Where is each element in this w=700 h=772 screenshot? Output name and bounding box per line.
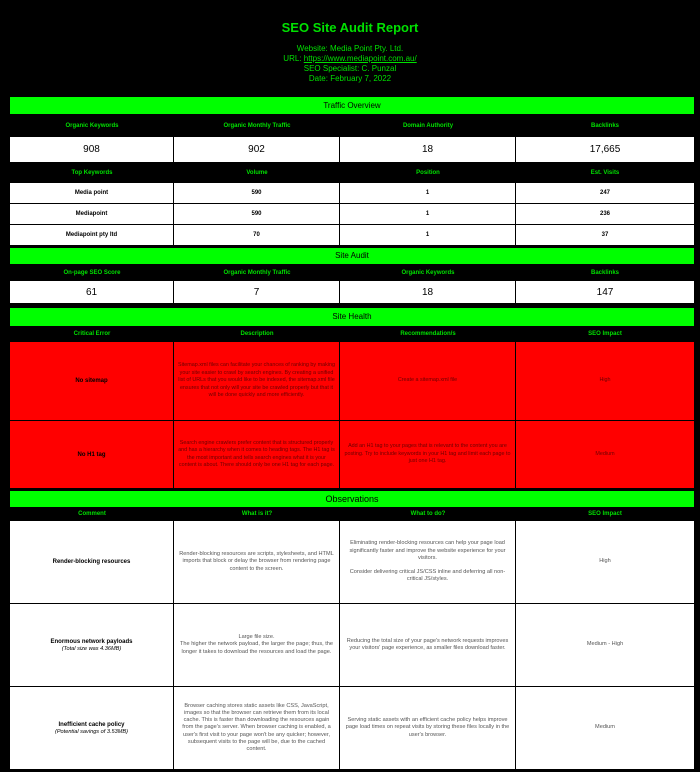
what-text-2: The higher the network payload, the larger the page; thus, the longer it takes to download the resources and load the page. bbox=[180, 641, 333, 655]
header-organic-monthly-traffic: Organic Monthly Traffic bbox=[223, 269, 291, 276]
observation-impact: Medium bbox=[516, 687, 694, 769]
observation-impact: Medium - High bbox=[516, 604, 694, 686]
health-row bbox=[10, 421, 694, 488]
keyword-name: Media point bbox=[10, 183, 174, 203]
site-audit-headers bbox=[10, 264, 694, 281]
keyword-visits: 247 bbox=[516, 183, 694, 203]
header-what-to-do: What to do? bbox=[410, 511, 446, 517]
keyword-visits: 37 bbox=[516, 225, 694, 245]
header-backlinks: Backlinks bbox=[590, 123, 620, 129]
what-text: Large file size. bbox=[238, 634, 275, 641]
url-line bbox=[0, 54, 700, 64]
site-health-headers bbox=[10, 326, 694, 342]
observation-row bbox=[10, 687, 694, 769]
todo-text-2: Consider delivering critical JS/CSS inline and deferring all non-critical JS/styles. bbox=[349, 569, 506, 583]
comment-title: Enormous network payloads bbox=[50, 638, 133, 645]
error-impact: Medium bbox=[516, 421, 694, 488]
url-label: URL: bbox=[283, 54, 304, 63]
header-organic-keywords: Organic Keywords bbox=[401, 269, 455, 276]
value-organic-keywords: 18 bbox=[340, 281, 516, 303]
critical-error: No sitemap bbox=[10, 342, 174, 420]
comment-title: Inefficient cache policy bbox=[58, 721, 125, 728]
traffic-metric-values bbox=[10, 137, 694, 162]
header-top-keywords: Top Keywords bbox=[71, 170, 113, 176]
section-observations: Observations bbox=[10, 491, 694, 507]
traffic-metric-headers bbox=[10, 116, 694, 136]
error-description: Sitemap.xml files can facilitate your chances of ranking by making your site easier to crawl by search engines. By creating a unified list of URLs that you would like to be indexed, the sitemap.xml file ensures that not only will your site be crawled properly but that it will be done quickly and more efficiently. bbox=[174, 342, 340, 420]
keyword-name: Mediapoint bbox=[10, 204, 174, 224]
observation-what bbox=[174, 604, 340, 686]
observation-what: Render-blocking resources are scripts, stylesheets, and HTML imports that block or delay the browser from rendering page content to the screen. bbox=[174, 521, 340, 603]
header-what-is-it: What is it? bbox=[241, 511, 273, 517]
header-recommendations: Recommendation/s bbox=[400, 331, 456, 337]
observation-comment bbox=[10, 604, 174, 686]
header-backlinks: Backlinks bbox=[590, 269, 620, 276]
header-organic-keywords: Organic Keywords bbox=[65, 123, 119, 129]
keyword-position: 1 bbox=[340, 225, 516, 245]
observation-row bbox=[10, 604, 694, 687]
header-domain-authority: Domain Authority bbox=[402, 123, 454, 129]
keyword-visits: 236 bbox=[516, 204, 694, 224]
value-domain-authority: 18 bbox=[340, 137, 516, 162]
value-organic-monthly-traffic: 7 bbox=[174, 281, 340, 303]
keyword-volume: 590 bbox=[174, 204, 340, 224]
date-line: Date: February 7, 2022 bbox=[308, 74, 392, 83]
specialist-line: SEO Specialist: C. Punzal bbox=[303, 64, 397, 73]
todo-text: Eliminating render-blocking resources can help your page load significantly faster and improve the website experience for your visitors. bbox=[349, 540, 506, 561]
error-description: Search engine crawlers prefer content that is structured properly and has a hierarchy when it comes to heading tags. The H1 tag is the most important and tells search engines what it is your content is about. There should only be one H1 tag for each page. bbox=[174, 421, 340, 488]
keyword-headers bbox=[10, 163, 694, 183]
header-organic-monthly-traffic: Organic Monthly Traffic bbox=[223, 123, 291, 129]
keyword-row bbox=[10, 204, 694, 225]
header-seo-impact: SEO Impact bbox=[588, 511, 622, 517]
observations-headers bbox=[10, 507, 694, 521]
section-site-health: Site Health bbox=[10, 308, 694, 326]
header-est-visits: Est. Visits bbox=[590, 170, 620, 176]
observation-comment bbox=[10, 521, 174, 603]
error-recommendation: Create a sitemap.xml file bbox=[340, 342, 516, 420]
header-description: Description bbox=[240, 331, 274, 337]
keyword-name: Mediapoint pty ltd bbox=[10, 225, 174, 245]
observation-comment bbox=[10, 687, 174, 769]
observation-todo: Reducing the total size of your page's network requests improves your visitors' page experience, as smaller files download faster. bbox=[340, 604, 516, 686]
value-backlinks: 147 bbox=[516, 281, 694, 303]
observation-row bbox=[10, 521, 694, 604]
health-row bbox=[10, 342, 694, 421]
keyword-volume: 70 bbox=[174, 225, 340, 245]
keyword-position: 1 bbox=[340, 204, 516, 224]
comment-title: Render-blocking resources bbox=[52, 558, 131, 565]
report-title: SEO Site Audit Report bbox=[281, 20, 419, 35]
section-traffic-overview: Traffic Overview bbox=[10, 97, 694, 114]
report-meta bbox=[0, 44, 700, 84]
error-recommendation: Add an H1 tag to your pages that is relevant to the content you are posting. Try to include keywords in your H1 tag and limit each page to just one H1 tag. bbox=[340, 421, 516, 488]
value-on-page-seo-score: 61 bbox=[10, 281, 174, 303]
header-on-page-seo-score: On-page SEO Score bbox=[63, 269, 121, 276]
value-backlinks: 17,665 bbox=[516, 137, 694, 162]
value-organic-keywords: 908 bbox=[10, 137, 174, 162]
value-organic-monthly-traffic: 902 bbox=[174, 137, 340, 162]
observation-impact: High bbox=[516, 521, 694, 603]
observation-what: Browser caching stores static assets like CSS, JavaScript, images so that the browser can retrieve them from its local cache. This is faster than downloading the resources again from the page's server. When browser caching is enabled, a user's first visit to your page won't be any quicker; however, subsequent visits to the page will be, due to the cached content. bbox=[174, 687, 340, 769]
url-link[interactable]: https://www.mediapoint.com.au/ bbox=[303, 54, 417, 63]
site-audit-values bbox=[10, 281, 694, 303]
website-line: Website: Media Point Pty. Ltd. bbox=[296, 44, 404, 53]
header-volume: Volume bbox=[246, 170, 268, 176]
header-position: Position bbox=[416, 170, 440, 176]
comment-note: (Total size was 4.36MB) bbox=[61, 645, 122, 652]
header-seo-impact: SEO Impact bbox=[588, 331, 622, 337]
keyword-row bbox=[10, 225, 694, 245]
section-site-audit: Site Audit bbox=[10, 248, 694, 264]
observation-todo bbox=[340, 521, 516, 603]
header-comment: Comment bbox=[78, 511, 106, 517]
observation-todo: Serving static assets with an efficient cache policy helps improve page load times on repeat visits by storing these files locally in the user's browser. bbox=[340, 687, 516, 769]
keyword-position: 1 bbox=[340, 183, 516, 203]
header-critical-error: Critical Error bbox=[73, 331, 111, 337]
keyword-volume: 590 bbox=[174, 183, 340, 203]
critical-error: No H1 tag bbox=[10, 421, 174, 488]
keyword-row bbox=[10, 183, 694, 204]
comment-note: (Potential savings of 3.53MB) bbox=[54, 728, 129, 735]
error-impact: High bbox=[516, 342, 694, 420]
